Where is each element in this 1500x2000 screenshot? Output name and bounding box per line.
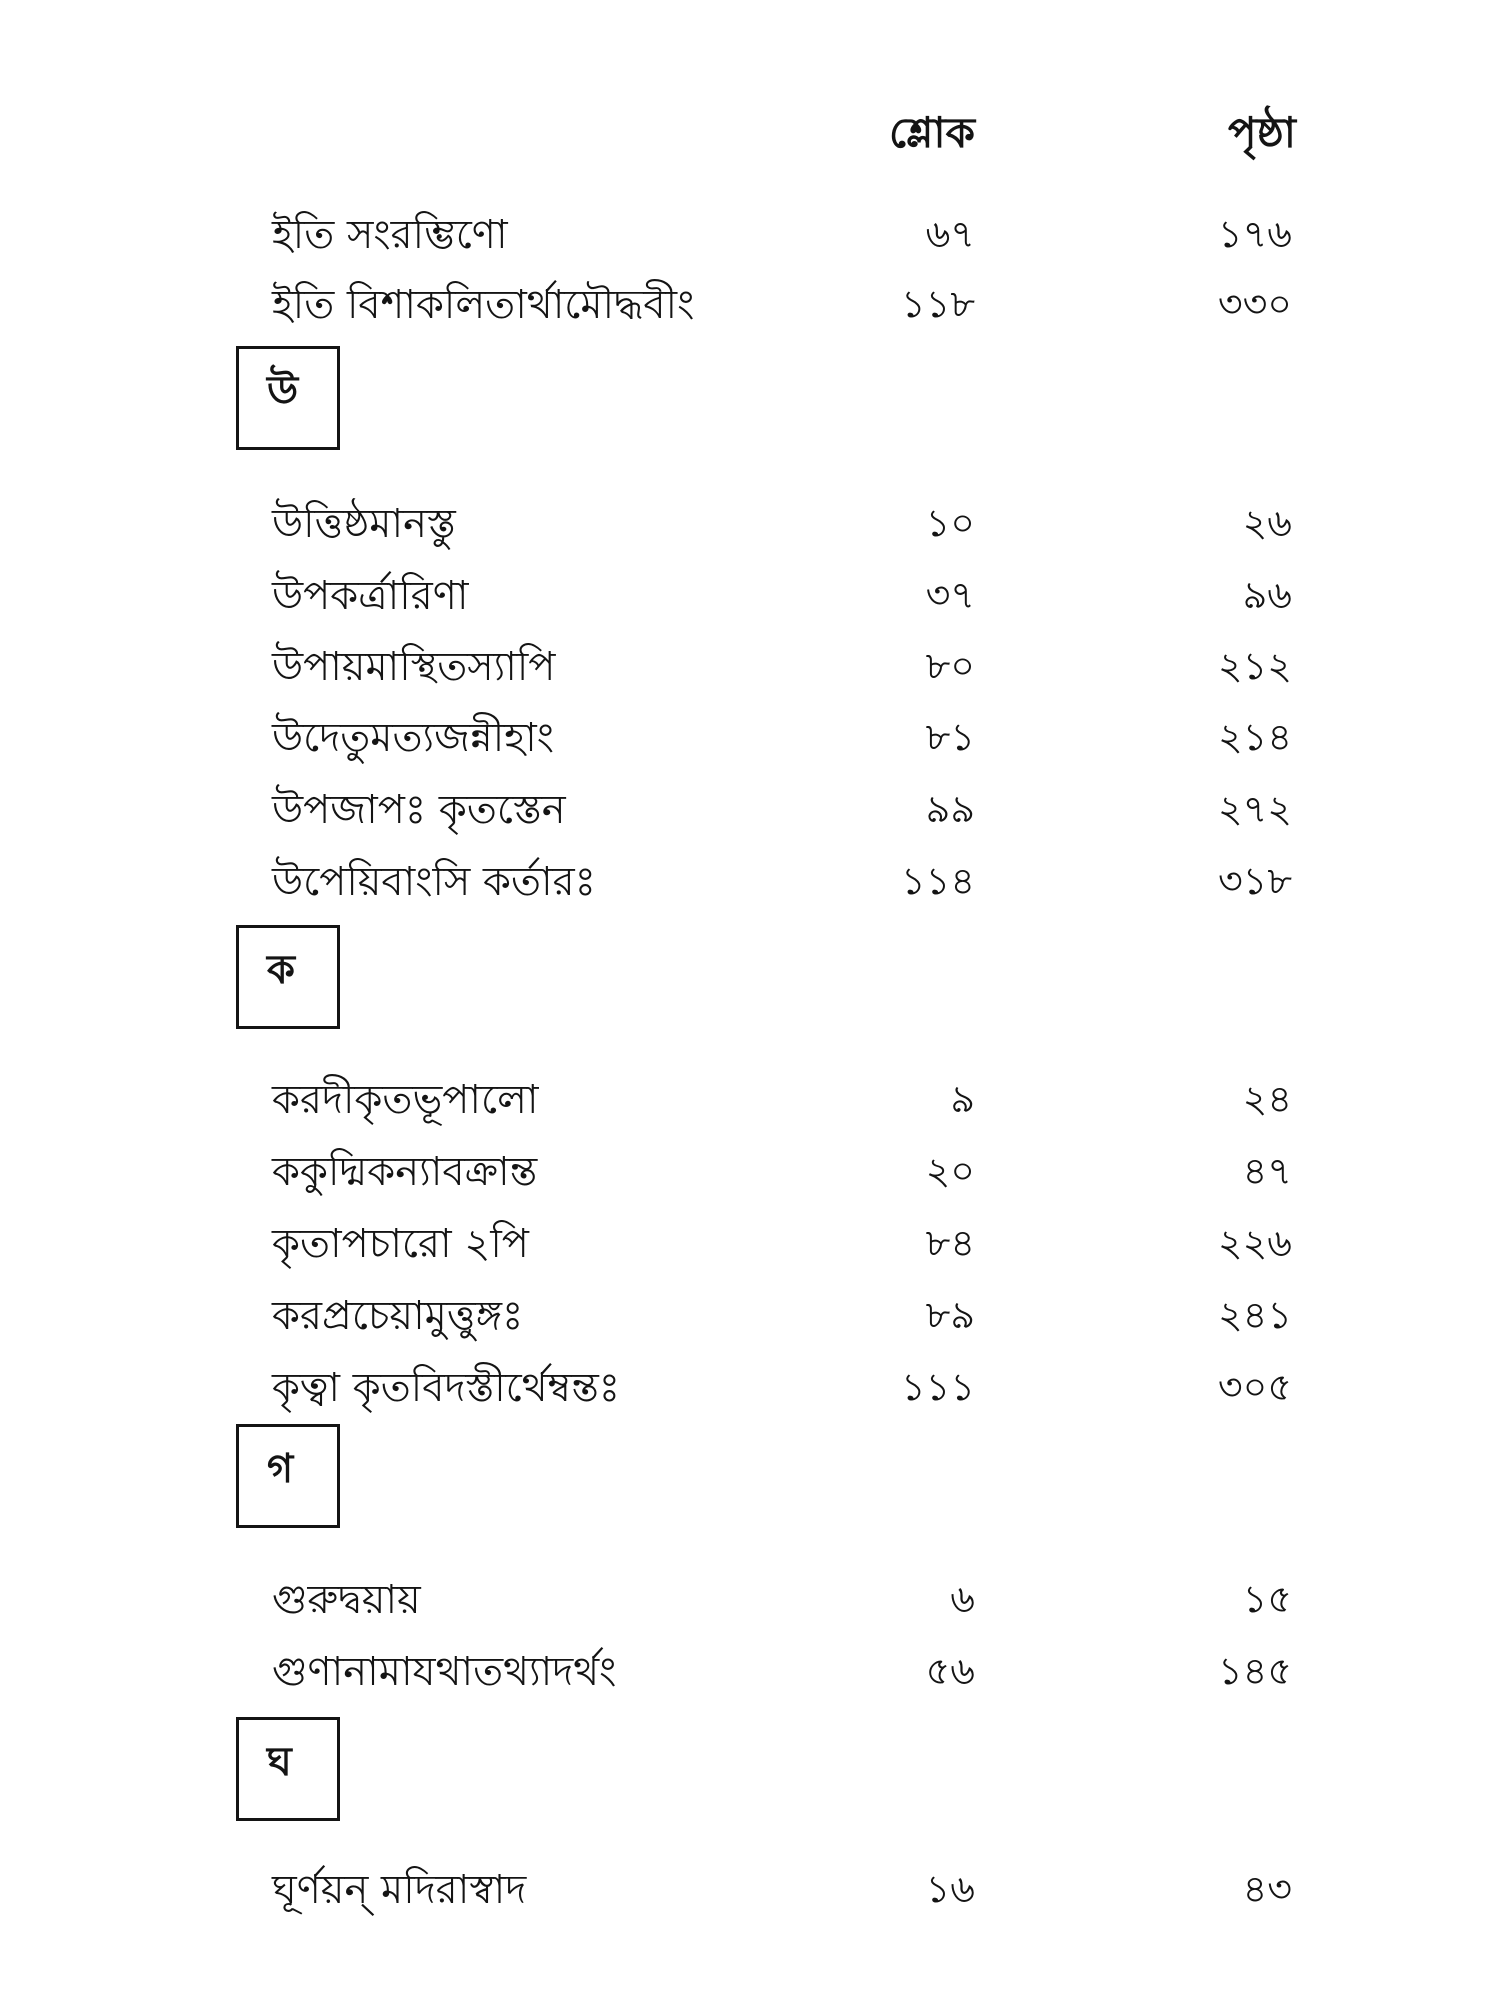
entry-term: উদেতুমত্যজন্নীহাং [272, 715, 554, 761]
entry-term: উপকর্ত্রারিণা [272, 573, 469, 619]
entry-page-number: ২৪ [1242, 1077, 1292, 1121]
entry-term: উত্তিষ্ঠমানস্তু [272, 501, 456, 547]
section-letter: ক [267, 946, 295, 993]
entry-page-number: ২১২ [1217, 644, 1292, 688]
entry-sloka-number: ৬৭ [925, 212, 975, 256]
entry-page-number: ২২৬ [1217, 1221, 1292, 1265]
entry-sloka-number: ৮৪ [925, 1221, 975, 1265]
entry-sloka-number: ৫৬ [925, 1649, 975, 1693]
entry-page-number: ২১৪ [1217, 715, 1292, 759]
entry-term: ইতি সংরম্ভিণো [272, 212, 508, 258]
entry-page-number: ২৭২ [1217, 787, 1292, 831]
entry-page-number: ৯৬ [1242, 573, 1292, 617]
entry-page-number: ১৭৬ [1217, 212, 1292, 256]
entry-page-number: ১৫ [1242, 1577, 1292, 1621]
entry-sloka-number: ৮৯ [925, 1293, 975, 1337]
entry-sloka-number: ২০ [925, 1149, 975, 1193]
entry-term: কৃতাপচারো ২পি [272, 1221, 529, 1267]
section-letter-box [236, 925, 340, 1029]
section-letter: উ [267, 367, 299, 414]
entry-sloka-number: ৩৭ [925, 573, 975, 617]
entry-sloka-number: ৮০ [925, 644, 975, 688]
sloka-column-header: শ্লোক [888, 108, 975, 157]
page-column-header: পৃষ্ঠা [1227, 108, 1296, 157]
entry-page-number: ৩০৫ [1217, 1365, 1292, 1409]
section-letter-box [236, 346, 340, 450]
entry-term: ঘূর্ণয়ন্ মদিরাস্বাদ [272, 1867, 527, 1913]
entry-page-number: ২৬ [1242, 501, 1292, 545]
entry-sloka-number: ১০ [925, 501, 975, 545]
entry-term: গুরুদ্বয়ায় [272, 1577, 421, 1623]
entry-sloka-number: ১১৮ [901, 282, 975, 326]
entry-term: কৃত্বা কৃতবিদস্তীর্থেম্বন্তঃ [272, 1365, 621, 1411]
entry-term: উপেয়িবাংসি কর্তারঃ [272, 859, 596, 905]
entry-sloka-number: ৮১ [925, 715, 975, 759]
section-letter-box [236, 1717, 340, 1821]
entry-sloka-number: ৯ [950, 1077, 975, 1121]
entry-term: ককুদ্মিকন্যাবক্রান্ত [272, 1149, 538, 1195]
entry-page-number: ২৪১ [1217, 1293, 1292, 1337]
section-letter: গ [267, 1445, 294, 1492]
entry-term: গুণানামাযথাতথ্যাদর্থং [272, 1649, 617, 1695]
entry-sloka-number: ১৬ [925, 1867, 975, 1911]
entry-sloka-number: ৯৯ [925, 787, 975, 831]
entry-page-number: ৩১৮ [1217, 859, 1292, 903]
entry-sloka-number: ৬ [950, 1577, 975, 1621]
entry-page-number: ৩৩০ [1217, 282, 1292, 326]
entry-term: করপ্রচেয়ামুত্তুঙ্গঃ [272, 1293, 524, 1339]
entry-page-number: ৪৩ [1242, 1867, 1292, 1911]
entry-term: করদীকৃতভূপালো [272, 1077, 539, 1123]
section-letter-box [236, 1424, 340, 1528]
entry-sloka-number: ১১১ [901, 1365, 975, 1409]
entry-page-number: ১৪৫ [1218, 1649, 1292, 1693]
entry-term: উপায়মাস্থিতস্যাপি [272, 644, 556, 690]
entry-page-number: ৪৭ [1242, 1149, 1292, 1193]
entry-sloka-number: ১১৪ [901, 859, 975, 903]
entry-term: উপজাপঃ কৃতস্তেন [272, 787, 566, 833]
section-letter: ঘ [267, 1738, 292, 1785]
entry-term: ইতি বিশাকলিতার্থামৌদ্ধবীং [272, 282, 695, 328]
